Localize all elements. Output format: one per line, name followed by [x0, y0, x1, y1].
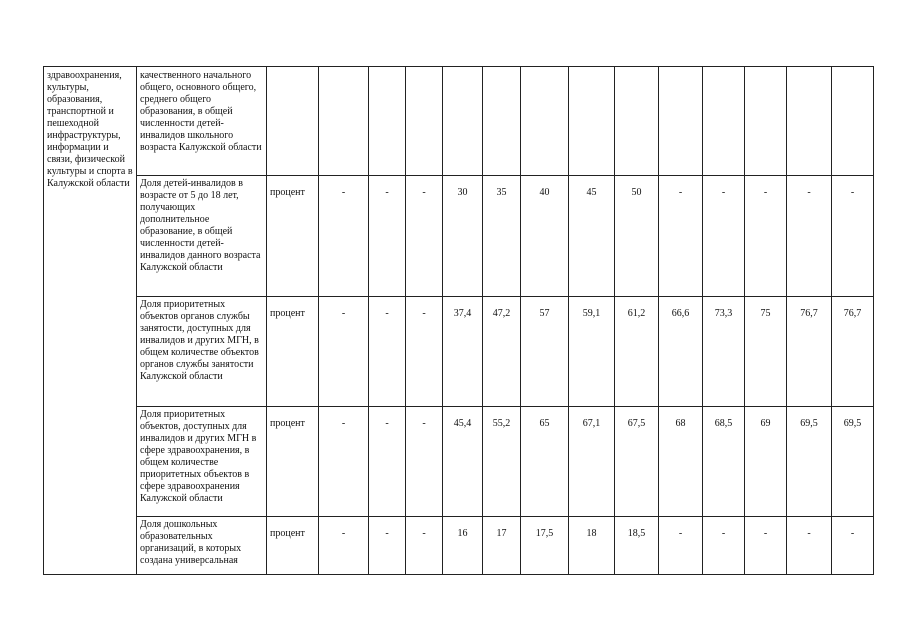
value-cell: -: [369, 407, 406, 517]
value-cell: [521, 67, 569, 176]
value-cell: 69,5: [832, 407, 874, 517]
value-cell: 18,5: [615, 517, 659, 575]
value-cell: [406, 67, 443, 176]
value-cell: -: [319, 176, 369, 297]
value-cell: [369, 67, 406, 176]
table-row: [44, 517, 874, 575]
value-cell: 47,2: [483, 297, 521, 407]
value-cell: [832, 67, 874, 176]
value-cell: -: [832, 176, 874, 297]
value-cell: 35: [483, 176, 521, 297]
value-cell: [745, 67, 787, 176]
indicator-name-cell: Доля детей-инвалидов в возрасте от 5 до 18 лет, получающих дополнительное образование, в общей численности детей-инвалидов данного возраста Калужской области: [137, 176, 267, 297]
value-cell: -: [406, 297, 443, 407]
value-cell: -: [745, 517, 787, 575]
value-cell: -: [319, 407, 369, 517]
table-row: [44, 67, 874, 176]
value-cell: 45: [569, 176, 615, 297]
indicator-name-cell: Доля дошкольных образовательных организаций, в которых создана универсальная: [137, 517, 267, 575]
value-cell: 75: [745, 297, 787, 407]
value-cell: 59,1: [569, 297, 615, 407]
value-cell: [787, 67, 832, 176]
value-cell: -: [832, 517, 874, 575]
area-cell: здравоохранения, культуры, образования, транспортной и пешеходной инфраструктуры, информации и связи, физической культуры и спорта в Калужской области: [44, 67, 137, 575]
value-cell: 68,5: [703, 407, 745, 517]
value-cell: 65: [521, 407, 569, 517]
unit-cell: [267, 67, 319, 176]
value-cell: -: [319, 517, 369, 575]
unit-cell: процент: [267, 176, 319, 297]
value-cell: [569, 67, 615, 176]
value-cell: -: [703, 176, 745, 297]
value-cell: 57: [521, 297, 569, 407]
unit-cell: процент: [267, 297, 319, 407]
value-cell: 30: [443, 176, 483, 297]
value-cell: 66,6: [659, 297, 703, 407]
indicator-name-cell: Доля приоритетных объектов органов службы занятости, доступных для инвалидов и других МГН, в общем количестве объектов органов службы занятости Калужской области: [137, 297, 267, 407]
value-cell: 68: [659, 407, 703, 517]
value-cell: 17: [483, 517, 521, 575]
value-cell: [319, 67, 369, 176]
value-cell: -: [406, 176, 443, 297]
value-cell: -: [369, 297, 406, 407]
value-cell: [615, 67, 659, 176]
value-cell: 76,7: [832, 297, 874, 407]
value-cell: -: [659, 517, 703, 575]
value-cell: -: [369, 176, 406, 297]
value-cell: -: [787, 176, 832, 297]
value-cell: -: [406, 407, 443, 517]
value-cell: 67,1: [569, 407, 615, 517]
value-cell: 45,4: [443, 407, 483, 517]
indicator-name-cell: качественного начального общего, основного общего, среднего общего образования, в общей численности детей-инвалидов школьного возраста Калужской области: [137, 67, 267, 176]
value-cell: [443, 67, 483, 176]
value-cell: 69: [745, 407, 787, 517]
unit-cell: процент: [267, 517, 319, 575]
indicators-table: [43, 66, 874, 575]
indicator-name-cell: Доля приоритетных объектов, доступных для инвалидов и других МГН в сфере здравоохранения, в общем количестве приоритетных объектов в сфере здравоохранения Калужской области: [137, 407, 267, 517]
value-cell: 37,4: [443, 297, 483, 407]
value-cell: 55,2: [483, 407, 521, 517]
value-cell: 69,5: [787, 407, 832, 517]
value-cell: -: [787, 517, 832, 575]
value-cell: 17,5: [521, 517, 569, 575]
value-cell: -: [369, 517, 406, 575]
value-cell: [483, 67, 521, 176]
value-cell: -: [659, 176, 703, 297]
value-cell: -: [745, 176, 787, 297]
value-cell: 76,7: [787, 297, 832, 407]
value-cell: [659, 67, 703, 176]
value-cell: 73,3: [703, 297, 745, 407]
value-cell: -: [703, 517, 745, 575]
value-cell: 50: [615, 176, 659, 297]
value-cell: -: [319, 297, 369, 407]
value-cell: 16: [443, 517, 483, 575]
table-row: [44, 297, 874, 407]
value-cell: [703, 67, 745, 176]
value-cell: 61,2: [615, 297, 659, 407]
value-cell: 40: [521, 176, 569, 297]
table-row: [44, 176, 874, 297]
value-cell: 18: [569, 517, 615, 575]
value-cell: 67,5: [615, 407, 659, 517]
unit-cell: процент: [267, 407, 319, 517]
table-row: [44, 407, 874, 517]
value-cell: -: [406, 517, 443, 575]
